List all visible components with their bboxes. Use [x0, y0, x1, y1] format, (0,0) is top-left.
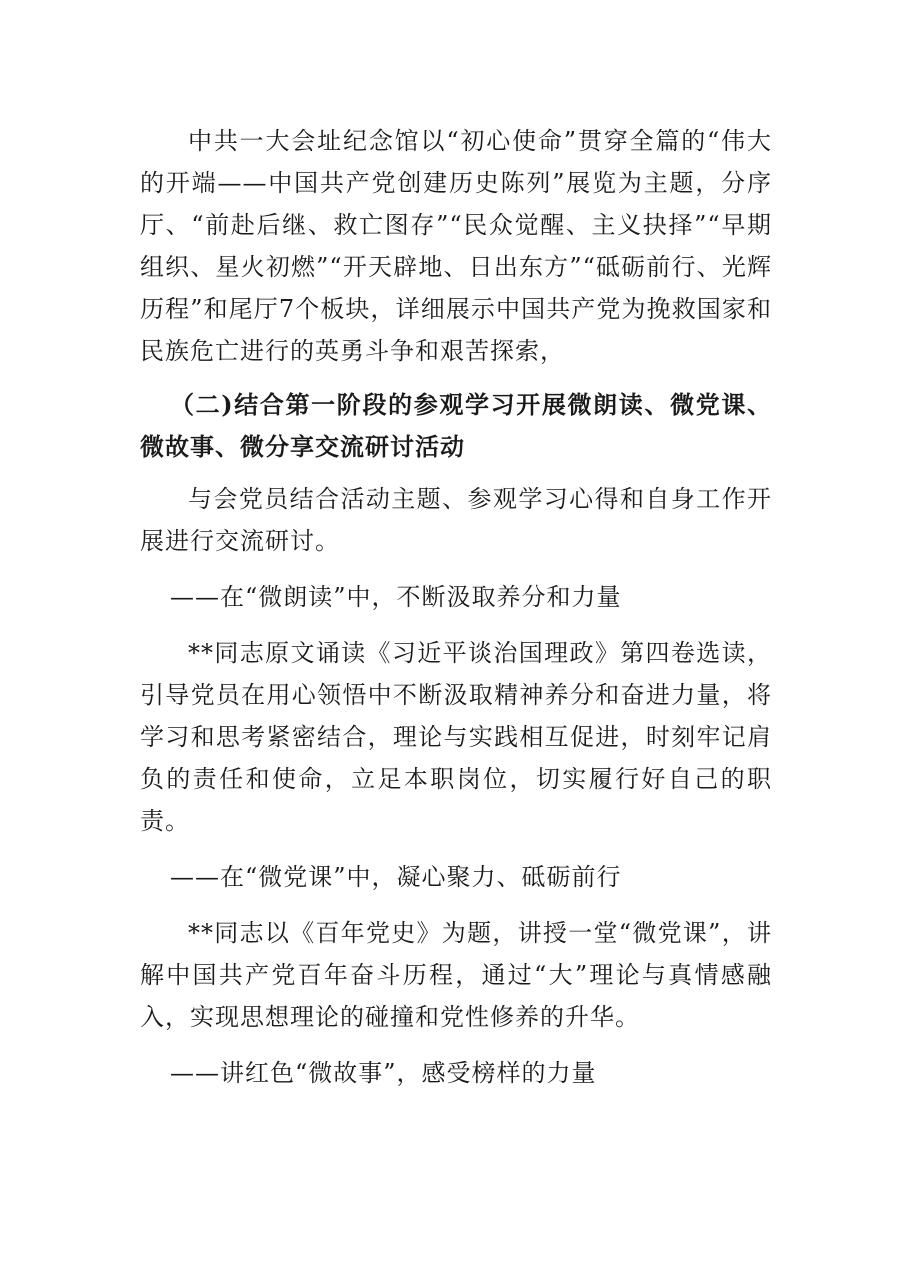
document-page [140, 120, 772, 1108]
body-paragraph: 中共一大会址纪念馆以“初心使命”贯穿全篇的“伟大的开端——中国共产党创建历史陈列”展览为主题，分序厅、“前赴后继、救亡图存”“民众觉醒、主义抉择”“早期组织、星火初燃”“开天辟地、日出东方”“砥砺前行、光辉历程”和尾厅7个板块，详细展示中国共产党为挽救国家和民族危亡进行的英勇斗争和艰苦探索， [140, 127, 772, 365]
body-paragraph: 与会党员结合活动主题、参观学习心得和自身工作开展进行交流研讨。 [140, 485, 772, 555]
subheading: ——在“微朗读”中，不断汲取养分和力量 [170, 583, 622, 611]
subheading: ——讲红色“微故事”，感受榜样的力量 [170, 1059, 597, 1087]
subheading: ——在“微党课”中，凝心聚力、砥砺前行 [170, 863, 622, 891]
body-paragraph: **同志原文诵读《习近平谈治国理政》第四卷选读，引导党员在用心领悟中不断汲取精神养分和奋进力量，将学习和思考紧密结合，理论与实践相互促进，时刻牢记肩负的责任和使命，立足本职岗位，切实履行好自己的职责。 [140, 639, 772, 835]
section-heading: （二)结合第一阶段的参观学习开展微朗读、微党课、微故事、微分享交流研讨活动 [140, 390, 772, 461]
body-paragraph: **同志以《百年党史》为题，讲授一堂“微党课”，讲解中国共产党百年奋斗历程，通过“大”理论与真情感融入，实现思想理论的碰撞和党性修养的升华。 [140, 919, 772, 1031]
